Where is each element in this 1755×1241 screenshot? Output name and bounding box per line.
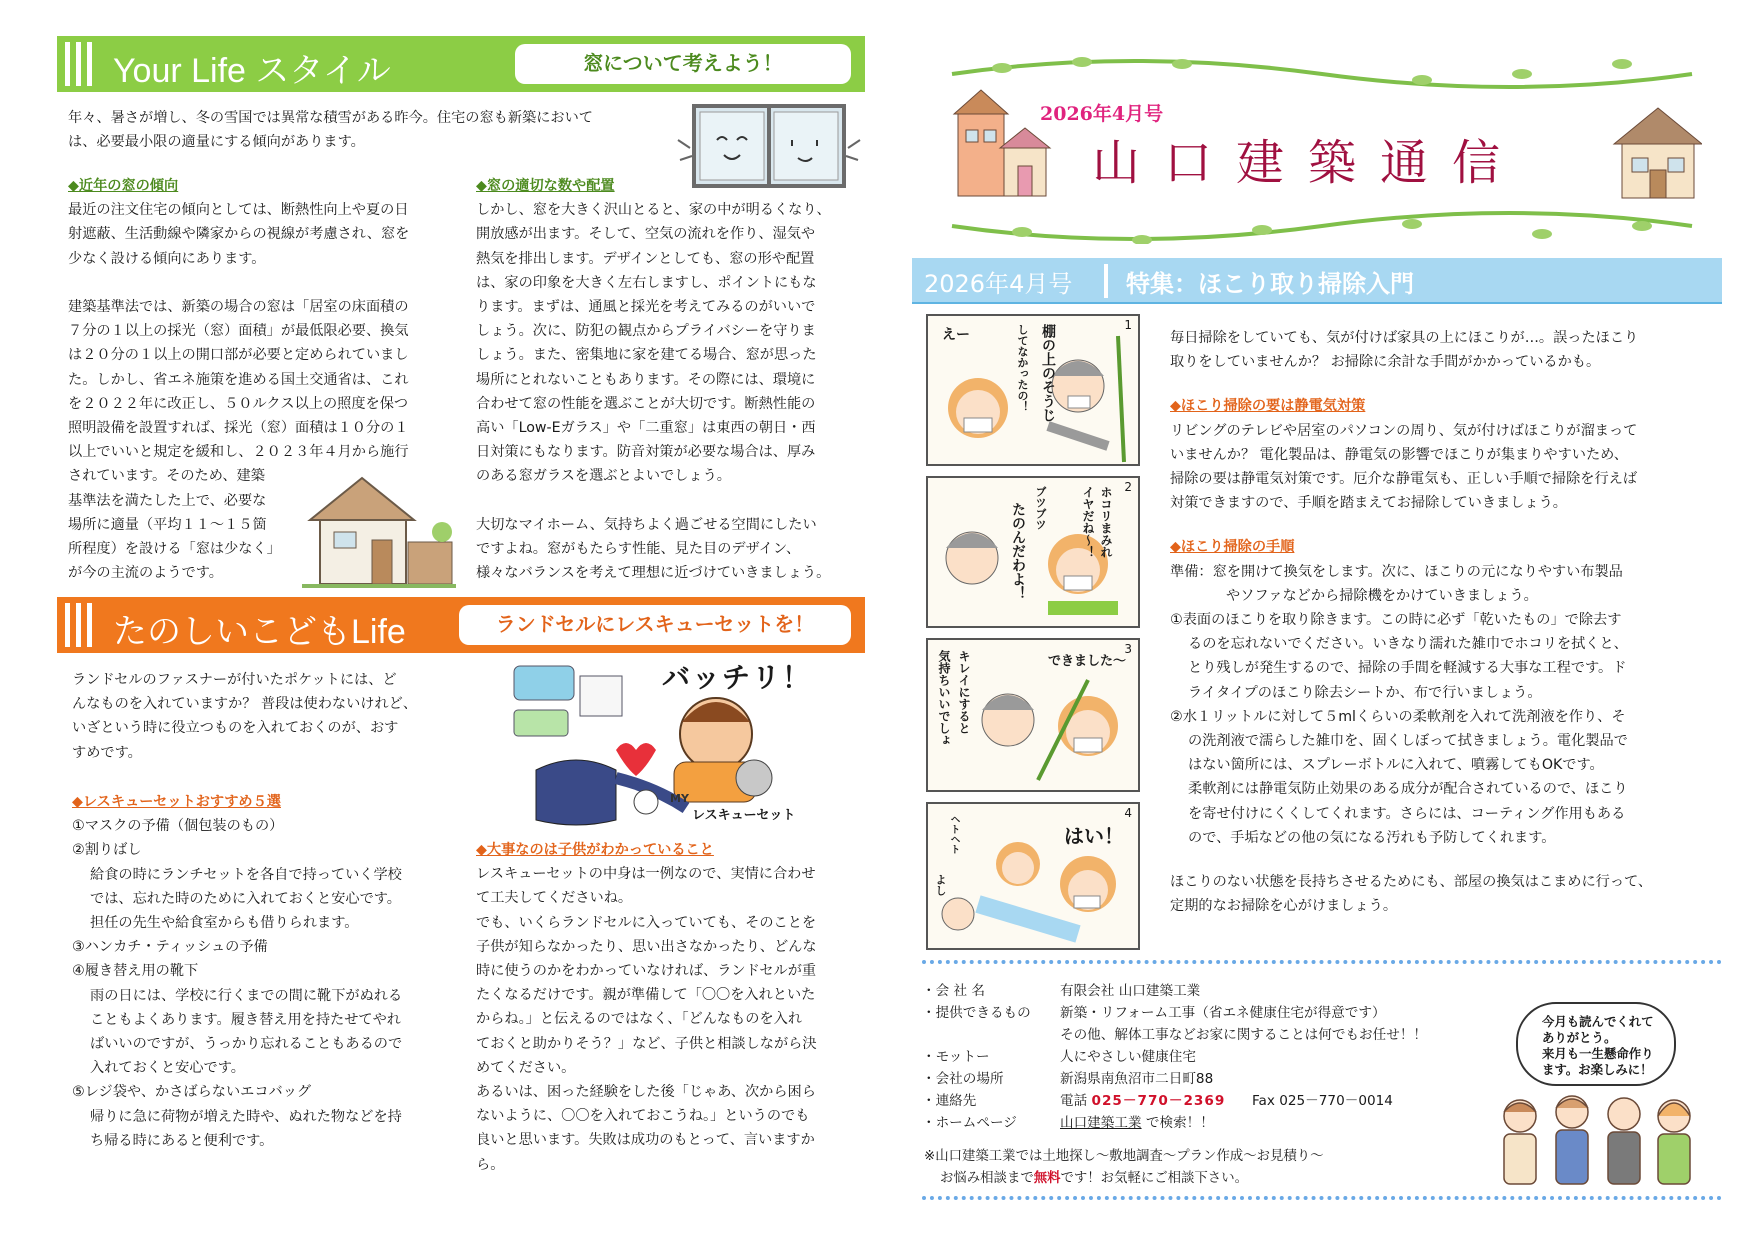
steps-text: 準備：窓を開けて換気をします。次に、ほこりの元になりやすい布製品 やソファなどから掃除機をかけていきましょう。 ①表面のほこりを取り除きます。この時に必ず「乾いたもの」で除去す るのを忘れないでください。いきなり濡れた雑巾でホコリを拭くと、 とり残しが発生するので、掃除の手間を軽減する大事な工程です。ド ライタイプのほこり除去シートか、布で行いましょう。 ②水１リットルに対して５mlくらいの柔軟剤を入れて洗剤液を作り、そ の洗剤液で濡らした雑巾を、固くしぼって拭きましょう。電化製品で はない箇所には、スプレーボトルに入れて、噴霧してもOKです。 柔軟剤には静電気防止効果のある成分が配合されているので、ほこり を寄せ付けにくくしてくれます。さらには、コーティング作用もある ので、手垢などの他の気になる汚れも予防してくれます。 — [1170, 563, 1628, 846]
feature-banner — [912, 258, 1722, 304]
comic-panel-3: 3 できました～ キレイにすると 気持ちいいでしょ — [926, 638, 1140, 792]
free-label: 無料 — [1033, 1171, 1061, 1186]
comic-panel-4: 4 はい！ ヘトヘト よし — [926, 802, 1140, 950]
phone-number[interactable]: 025－770－2369 — [1091, 1093, 1226, 1109]
masthead-issue: 2026年4月号 — [1040, 103, 1164, 125]
window-proper-text: しかし、窓を大きく沢山とると、家の中が明るくなり、 開放感が出ます。そして、空気の流れを作り、湿気や 熱気を排出します。デザインとしても、窓の形や配置 は、家の印象を大きく左右しますし、ポイントにもな ります。まずは、通風と採光を考えてみるのがいいで しょう。次に、防犯の観点からプライバシーを守りま しょう。また、密集地に家を建てる場合、窓が思った 場所にとれないこともあります。その際には、環境に 合わせて窓の性能を選ぶことが大切です。断熱性能の 高い「Low-Eガラス」や「二重窓」は東西の朝日・西 日対策にもなります。防音対策が必要な場合は、厚み のある窓ガラスを選ぶとよいでしょう。 大切なマイホーム、気持ちよく過ごせる空間にしたい ですよね。窓がもたらす性能、見た目のデザイン、 様々なバランスを考えて理想に近づけていきましょう。 — [476, 202, 831, 582]
info-motto: ・モットー 人にやさしい健康住宅 — [922, 1049, 1196, 1065]
window-trend-heading: ◆近年の窓の傾向 — [68, 178, 179, 194]
your-life-tag: 窓について考えよう！ — [515, 44, 851, 84]
masthead-title: 山口建築通信 — [1092, 135, 1525, 191]
info-homepage: ・ホームページ 山口建築工業 で検索！！ — [922, 1115, 1214, 1131]
your-life-title: Your Life スタイル — [113, 52, 391, 90]
info-services-more: その他、解体工事などお家に関することは何でもお任せ！！ — [1060, 1027, 1428, 1043]
comic-panel-1: 1 えー 棚の上のそうじ してなかったの！ — [926, 314, 1140, 466]
feature-body — [1170, 326, 1730, 918]
fax-number: 025－770－0014 — [1279, 1093, 1393, 1109]
feature-title: 特集：ほこり取り掃除入門 — [1126, 270, 1414, 298]
banner-bars — [65, 42, 93, 86]
window-trend-text: 最近の注文住宅の傾向としては、断熱性向上や夏の日 射遮蔽、生活動線や隣家からの視線が考慮され、窓を 少なく設ける傾向にあります。 建築基準法では、新築の場合の窓は「居室の床面積の ７分の１以上の採光（窓）面積」が最低限必要、換気 は２０分の１以上の開口部が必要と定められていまし た。しかし、省エネ施策を進める国土交通省は、これ を２０２２年に改正し、５０ルクス以上の照度を保つ 照明設備を設置すれば、採光（窓）面積は１０分の１ 以上でいいと規定を緩和し、２０２３年４月から施行 されています。そのため、建築 基準法を満たした上で、必要な 場所に適量（平均１１～１５箇 所程度）を設ける「窓は少なく」 が今の主流のようです。 — [68, 202, 410, 582]
dotted-divider-bottom — [922, 1196, 1722, 1200]
rescue-recommend-section — [72, 790, 472, 1153]
your-life-banner — [57, 36, 865, 92]
rescue-recommend-heading: ◆レスキューセットおすすめ５選 — [72, 794, 281, 810]
window-proper-heading: ◆窓の適切な数や配置 — [476, 178, 615, 194]
company-note: ※山口建築工業では土地探し～敷地調査～プラン作成～お見積り～ お悩み相談まで無料です！お気軽にご相談下さい。 — [924, 1149, 1324, 1186]
feature-issue: 2026年4月号 — [924, 270, 1073, 298]
feature-intro: 毎日掃除をしていても、気が付けば家具の上にほこりが…。誤ったほこり 取りをしていませんか？ お掃除に余計な手間がかかっているかも。 — [1170, 330, 1639, 371]
info-services: ・提供できるもの 新築・リフォーム工事（省エネ健康住宅が得意です） — [922, 1005, 1386, 1021]
static-text: リビングのテレビや居室のパソコンの周り、気が付けばほこりが溜まって いませんか？ 電化製品は、静電気の影響でほこりが集まりやすいため、 掃除の要は静電気対策です。厄介な静電気も、正しい手順で掃除を行えば 対策できますので、手順を踏まえてお掃除していきましょう。 — [1170, 422, 1638, 512]
rescue-recommend-list: ①マスクの予備（個包装のもの） ②割りばし 給食の時にランチセットを各自で持っていく学校 では、忘れた時のために入れておくと安心です。 担任の先生や給食室からも借りられます。 ③ハンカチ・ティッシュの予備 ④履き替え用の靴下 雨の日には、学校に行くまでの間に靴下がぬれる こともよくあります。履き替え用を持たせてやれ ばいいのですが、うっかり忘れることもあるので 入れておくと安心です。 ⑤レジ袋や、かさばらないエコバッグ 帰りに急に荷物が増えた時や、ぬれた物などを持 ち帰る時にあると便利です。 — [72, 818, 403, 1149]
static-heading: ◆ほこり掃除の要は静電気対策 — [1170, 398, 1366, 415]
comic-panel-2: 2 ホコリまみれ イヤだね～！ たのんだわよ！ ブツブツ — [926, 476, 1140, 628]
homepage-link[interactable]: 山口建築工業 — [1060, 1115, 1142, 1131]
banner-bars — [65, 603, 93, 647]
rescue-illustration — [506, 652, 816, 832]
kids-life-tag: ランドセルにレスキューセットを！ — [459, 605, 851, 645]
staff-illustration — [1490, 1086, 1700, 1190]
kids-life-title: たのしいこどもLife — [113, 613, 406, 651]
child-knows-heading: ◆大事なのは子供がわかっていること — [476, 842, 714, 858]
info-contact: ・連絡先 電話 025－770－2369 Fax 025－770－0014 — [922, 1093, 1393, 1109]
house-illustration — [302, 470, 456, 590]
batchiri-text: バッチリ！ — [662, 661, 813, 694]
staff-speech-bubble: 今月も読んでくれて ありがとう。 来月も一生懸命作り ます。お楽しみに！ — [1516, 1002, 1676, 1086]
window-proper-section — [476, 174, 876, 585]
my-label: MY — [670, 792, 689, 805]
dotted-divider-top — [922, 960, 1722, 964]
feature-separator — [1104, 264, 1108, 298]
child-knows-text: レスキューセットの中身は一例なので、実情に合わせ て工夫してくださいね。 でも、いくらランドセルに入っていても、そのことを 子供が知らなかったり、思い出さなかったり、どんな 時に使うのかをわかっていなければ、ランドセルが重 たくなるだけです。親が準備して「〇〇を入れといた からね。」と伝えるのではなく、「どんなものを入れ ておくと助かりそう？」など、子供と相談しながら決 めてください。 あるいは、困った経験をした後「じゃあ、次から困ら ないように、〇〇を入れておこうね。」というのでも 良いと思います。失敗は成功のもとって、言いますか ら。 — [476, 866, 817, 1173]
your-life-intro: 年々、暑さが増し、冬の雪国では異常な積雪がある昨今。住宅の窓も新築において は、必要最小限の適量にする傾向があります。 — [68, 110, 593, 151]
kids-intro: ランドセルのファスナーが付いたポケットには、ど んなものを入れていますか？ 普段は使わないけれど、 いざという時に役立つものを入れておくのが、おす すめです。 — [72, 672, 418, 761]
kids-life-banner — [57, 597, 865, 653]
child-knows-section — [476, 838, 876, 1177]
info-company: ・会 社 名 有限会社 山口建築工業 — [922, 983, 1201, 999]
rescue-set-label: レスキューセット — [692, 808, 796, 823]
info-address: ・会社の場所 新潟県南魚沼市二日町88 — [922, 1071, 1214, 1087]
feature-closing: ほこりのない状態を長持ちさせるためにも、部屋の換気はこまめに行って、 定期的なお掃除を心がけましょう。 — [1170, 874, 1653, 915]
steps-heading: ◆ほこり掃除の手順 — [1170, 539, 1295, 556]
